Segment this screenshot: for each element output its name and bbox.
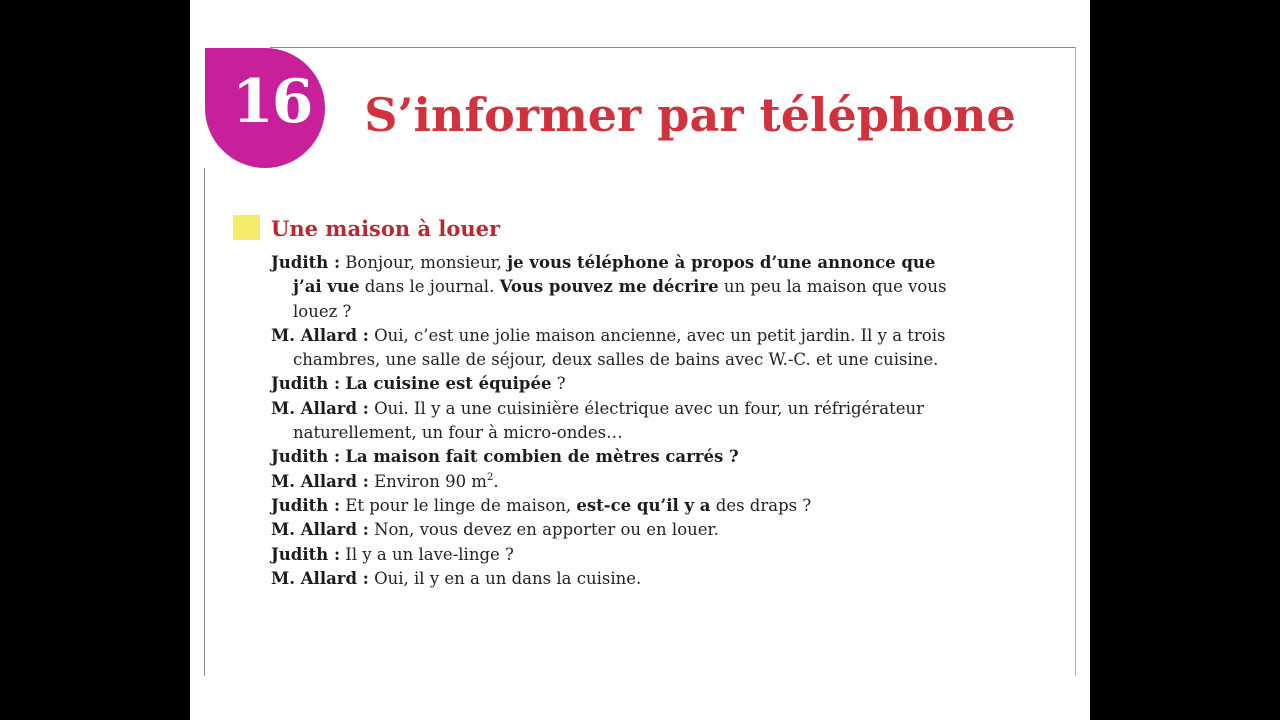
dialogue-line: [271, 372, 961, 396]
lesson-number-badge: [205, 48, 325, 168]
dialogue-line: [271, 445, 961, 469]
lesson-number: 16: [232, 67, 312, 137]
speaker-name: M. Allard :: [271, 568, 369, 588]
dialogue-line: [271, 251, 961, 324]
dialogue-text: des draps ?: [710, 495, 812, 515]
dialogue-text: Il y a un lave-linge ?: [340, 544, 514, 564]
speaker-name: Judith :: [271, 544, 341, 564]
dialogue-text: Oui, il y en a un dans la cuisine.: [368, 568, 642, 588]
speaker-name: M. Allard :: [271, 325, 369, 345]
speaker-name: Judith :: [271, 253, 341, 272]
dialogue-line: [271, 470, 961, 494]
speaker-name: M. Allard :: [271, 471, 369, 491]
dialogue-text: Environ 90 m: [368, 471, 487, 491]
dialogue-text: Non, vous devez en apporter ou en louer.: [368, 520, 719, 540]
highlighted-phrase: La cuisine est équipée: [345, 374, 552, 394]
dialogue-line: [271, 324, 961, 373]
dialogue-text: Oui. Il y a une cuisinière électrique avec un four, un réfrigérateur naturellement, un four à micro-ondes…: [293, 398, 924, 443]
speaker-name: M. Allard :: [271, 398, 369, 418]
top-rule: [270, 47, 1076, 48]
dialogue-line: [271, 543, 961, 567]
dialogue-text: un peu la maison que vous louez ?: [293, 277, 947, 321]
right-rule: [1075, 47, 1076, 676]
speaker-name: Judith :: [271, 495, 341, 515]
dialogue-line: [271, 494, 961, 518]
section-title: Une maison à louer: [271, 216, 501, 241]
dialogue-text: Et pour le linge de maison,: [340, 495, 577, 515]
dialogue-text: ?: [551, 374, 566, 394]
highlighted-phrase: est-ce qu’il y a: [576, 495, 711, 515]
left-rule: [204, 168, 205, 676]
dialogue-text: Bonjour, monsieur,: [340, 253, 508, 272]
dialogue-text: Oui, c’est une jolie maison ancienne, avec un petit jardin. Il y a trois chambres, une salle de séjour, deux salles de bains avec W.-C. et une cuisine.: [293, 325, 946, 370]
highlighted-phrase: Vous pouvez me décrire: [499, 277, 719, 297]
speaker-name: Judith :: [271, 374, 341, 394]
dialogue-line: [271, 397, 961, 446]
highlighted-phrase: je vous téléphone à propos d’une annonce que j’ai vue: [293, 253, 936, 297]
highlighted-phrase: La maison fait combien de mètres carrés ?: [345, 447, 739, 467]
dialogue-line: [271, 518, 961, 542]
speaker-name: M. Allard :: [271, 520, 369, 540]
speaker-name: Judith :: [271, 447, 341, 467]
dialogue-text: dans le journal.: [359, 277, 500, 297]
dialogue-text: 2: [486, 471, 494, 483]
lesson-title: S’informer par téléphone: [364, 88, 1016, 142]
section-marker-square: [233, 215, 260, 240]
dialogue: [271, 251, 961, 591]
dialogue-line: [271, 567, 961, 591]
dialogue-text: .: [493, 471, 499, 491]
